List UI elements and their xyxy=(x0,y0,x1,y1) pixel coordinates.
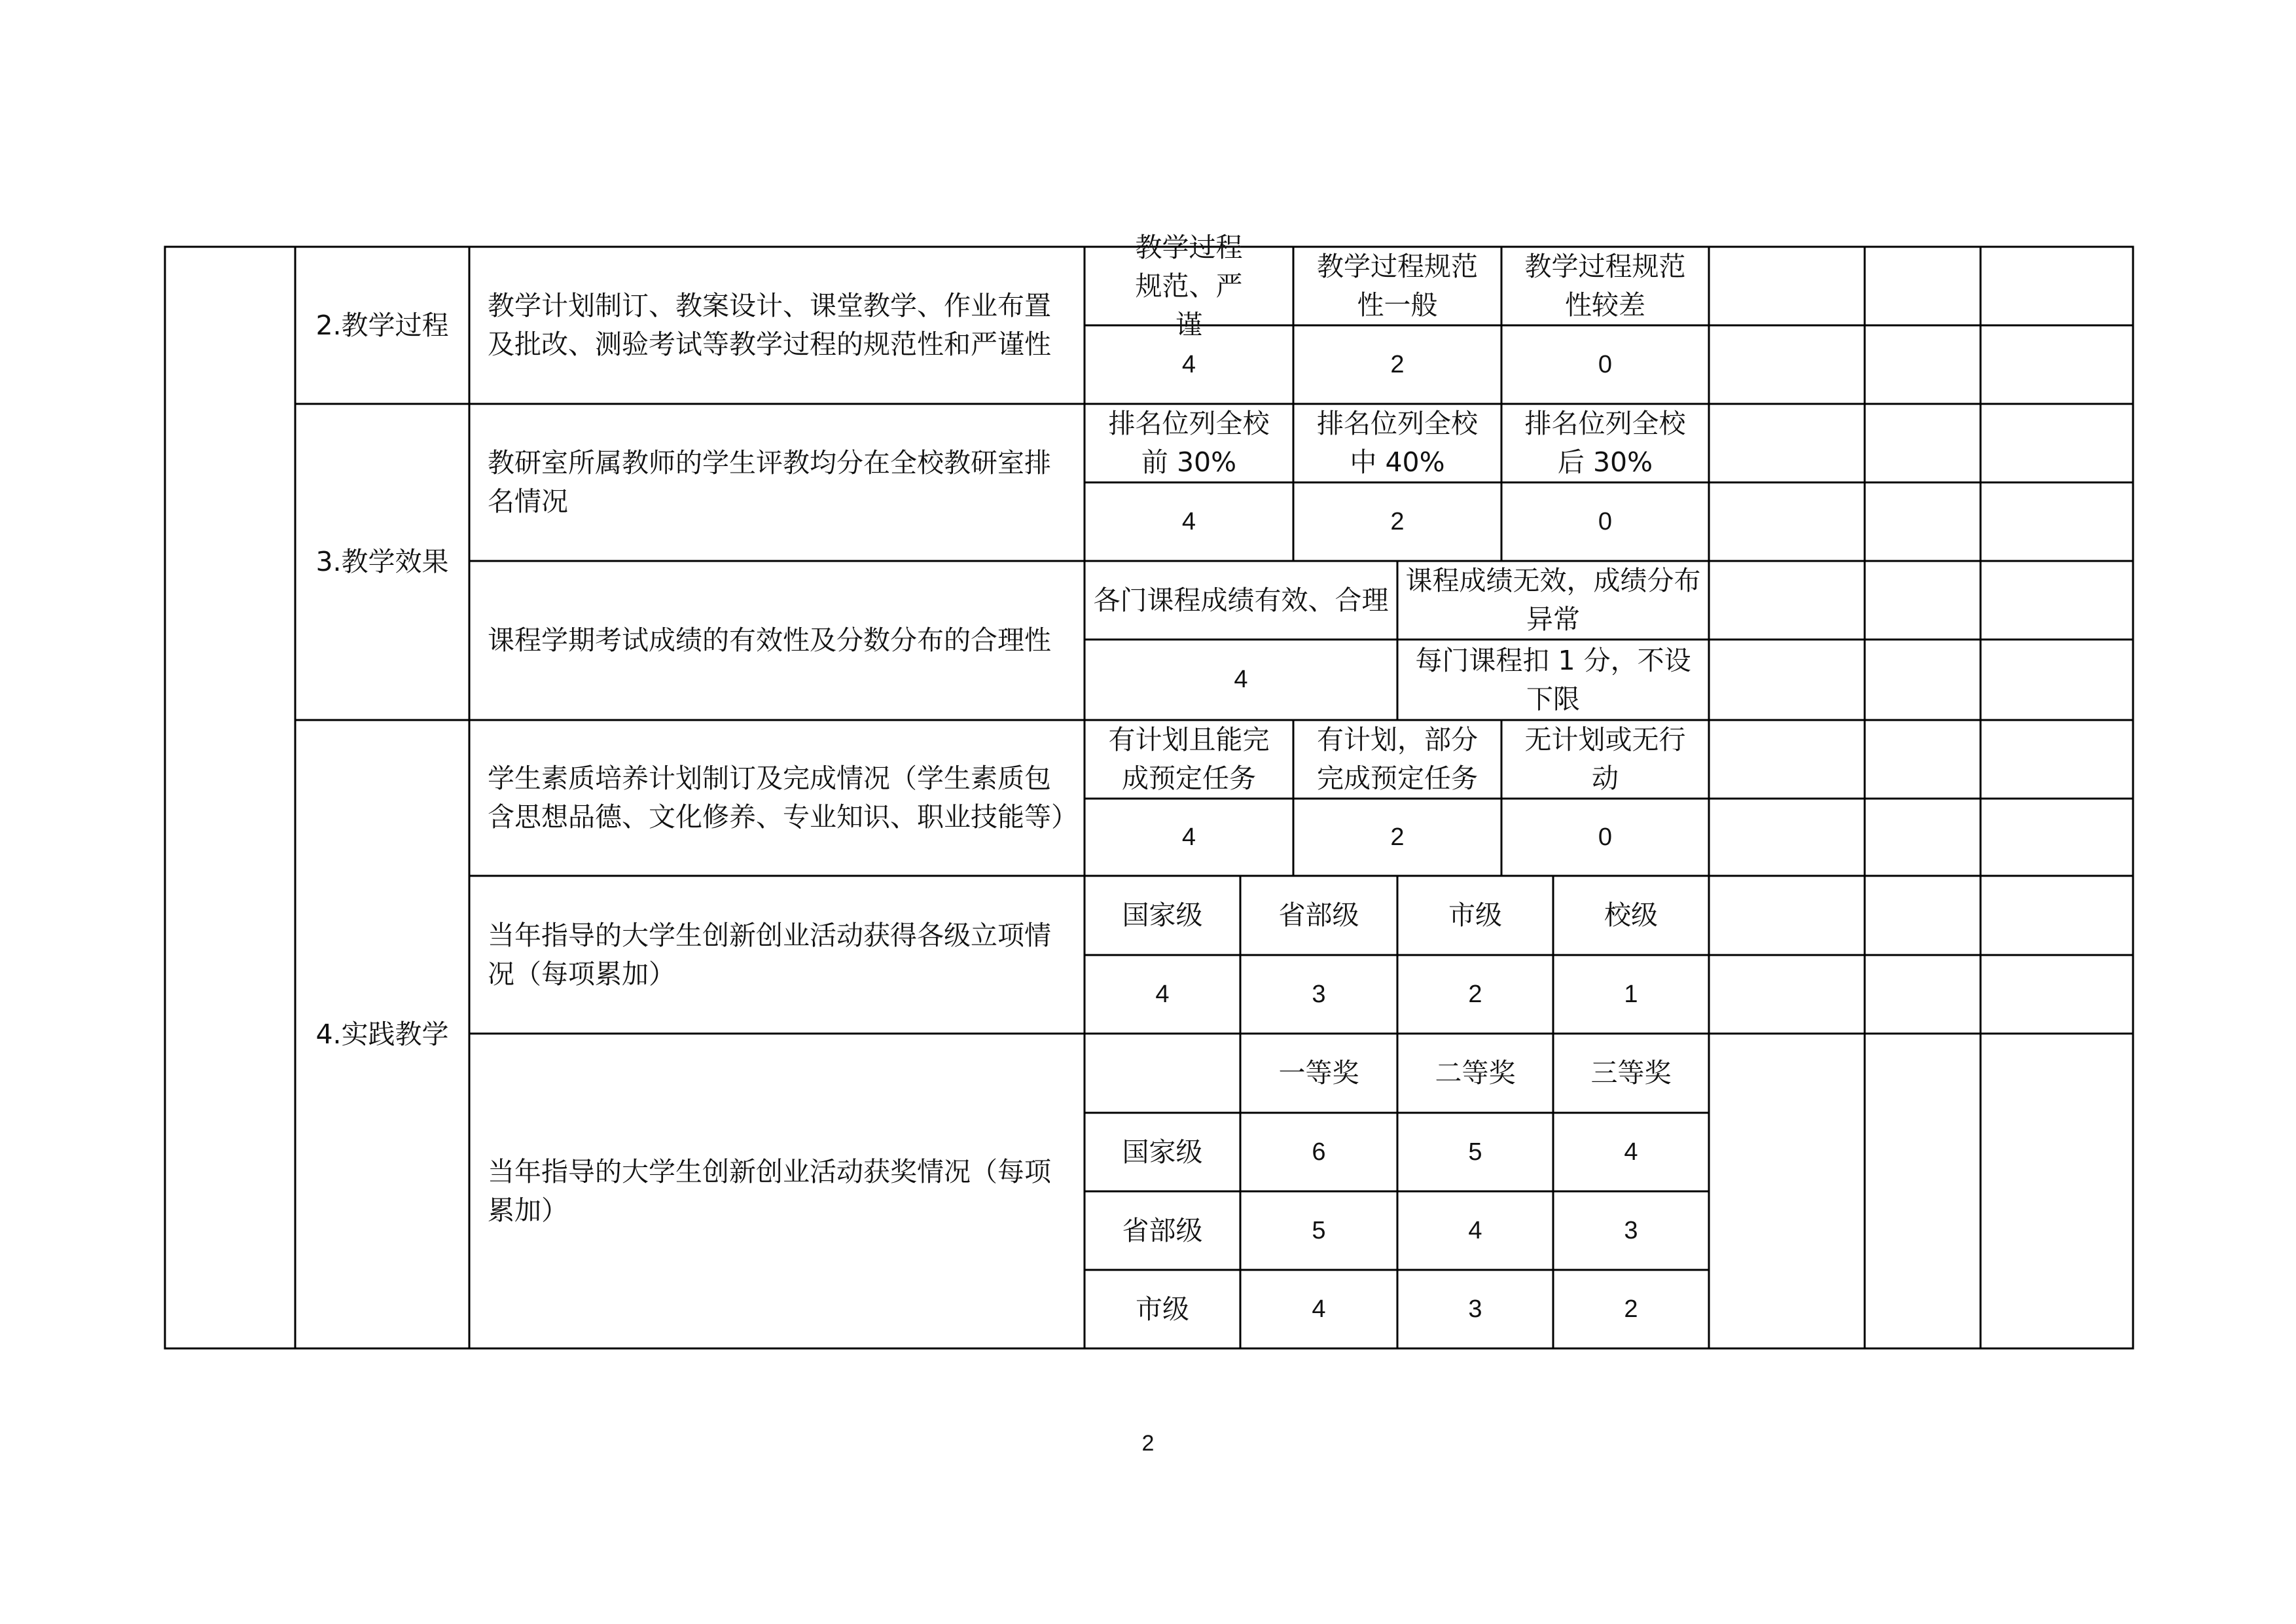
score-cell: 3 xyxy=(1468,1295,1482,1323)
criterion-projects: 当年指导的大学生创新创业活动获得各级立项情况（每项累加） xyxy=(488,919,1051,990)
level-cell: 校级 xyxy=(1604,899,1658,931)
level-cell: 各门课程成绩有效、合理 xyxy=(1093,584,1389,616)
score-cell: 3 xyxy=(1624,1216,1638,1244)
level-cell: 无计划或无行动 xyxy=(1524,724,1686,794)
award-level: 省部级 xyxy=(1122,1214,1203,1246)
criterion-quality: 学生素质培养计划制订及完成情况（学生素质包含思想品德、文化修养、专业知识、职业技能等） xyxy=(488,763,1078,833)
score-cell: 4 xyxy=(1234,666,1248,693)
score-cell: 0 xyxy=(1598,823,1613,851)
level-cell: 排名位列全校前 30% xyxy=(1108,408,1270,478)
level-cell: 教学过程规范性较差 xyxy=(1524,251,1686,321)
level-cell: 有计划，部分完成预定任务 xyxy=(1317,724,1478,794)
level-cell: 教学过程规范性一般 xyxy=(1317,251,1478,321)
score-cell: 0 xyxy=(1598,507,1613,535)
prize-header: 一等奖 xyxy=(1278,1057,1359,1089)
score-cell: 5 xyxy=(1312,1216,1326,1244)
level-cell: 排名位列全校中 40% xyxy=(1317,408,1478,478)
score-cell: 2 xyxy=(1390,507,1405,535)
prize-header: 三等奖 xyxy=(1590,1057,1672,1089)
score-cell: 2 xyxy=(1390,350,1405,378)
criterion-exam: 课程学期考试成绩的有效性及分数分布的合理性 xyxy=(488,624,1051,656)
score-cell: 4 xyxy=(1181,350,1196,378)
award-level: 国家级 xyxy=(1122,1136,1203,1168)
category-teaching-effect: 3.教学效果 xyxy=(315,546,449,577)
category-teaching-process: 2.教学过程 xyxy=(315,309,449,341)
award-level: 市级 xyxy=(1136,1293,1189,1325)
level-cell: 排名位列全校后 30% xyxy=(1524,408,1686,478)
score-cell: 4 xyxy=(1624,1138,1638,1166)
score-cell: 2 xyxy=(1390,823,1405,851)
level-cell: 省部级 xyxy=(1278,899,1359,931)
level-cell: 国家级 xyxy=(1122,899,1203,931)
prize-header: 二等奖 xyxy=(1435,1057,1516,1089)
score-cell: 4 xyxy=(1181,823,1196,851)
level-cell: 有计划且能完成预定任务 xyxy=(1108,724,1270,794)
score-cell: 1 xyxy=(1624,980,1638,1008)
score-cell: 5 xyxy=(1468,1138,1482,1166)
page-number: 2 xyxy=(1141,1431,1155,1456)
score-cell: 每门课程扣 1 分，不设下限 xyxy=(1415,644,1691,715)
level-cell: 课程成绩无效，成绩分布异常 xyxy=(1405,565,1701,635)
criterion-awards: 当年指导的大学生创新创业活动获奖情况（每项累加） xyxy=(488,1155,1051,1226)
score-cell: 4 xyxy=(1312,1295,1326,1323)
score-cell: 6 xyxy=(1312,1138,1326,1166)
category-practice-teaching: 4.实践教学 xyxy=(315,1018,449,1050)
score-cell: 4 xyxy=(1181,507,1196,535)
score-cell: 4 xyxy=(1468,1216,1482,1244)
score-cell: 3 xyxy=(1312,980,1326,1008)
level-cell: 教学过程规范、严谨 xyxy=(1135,231,1243,340)
criterion-ranking: 教研室所属教师的学生评教均分在全校教研室排名情况 xyxy=(488,447,1051,517)
level-cell: 市级 xyxy=(1448,899,1502,931)
score-cell: 4 xyxy=(1155,980,1170,1008)
score-cell: 2 xyxy=(1624,1295,1638,1323)
score-cell: 2 xyxy=(1468,980,1482,1008)
criterion-teaching-process: 教学计划制订、教案设计、课堂教学、作业布置及批改、测验考试等教学过程的规范性和严谨性 xyxy=(488,290,1051,360)
score-cell: 0 xyxy=(1598,350,1613,378)
